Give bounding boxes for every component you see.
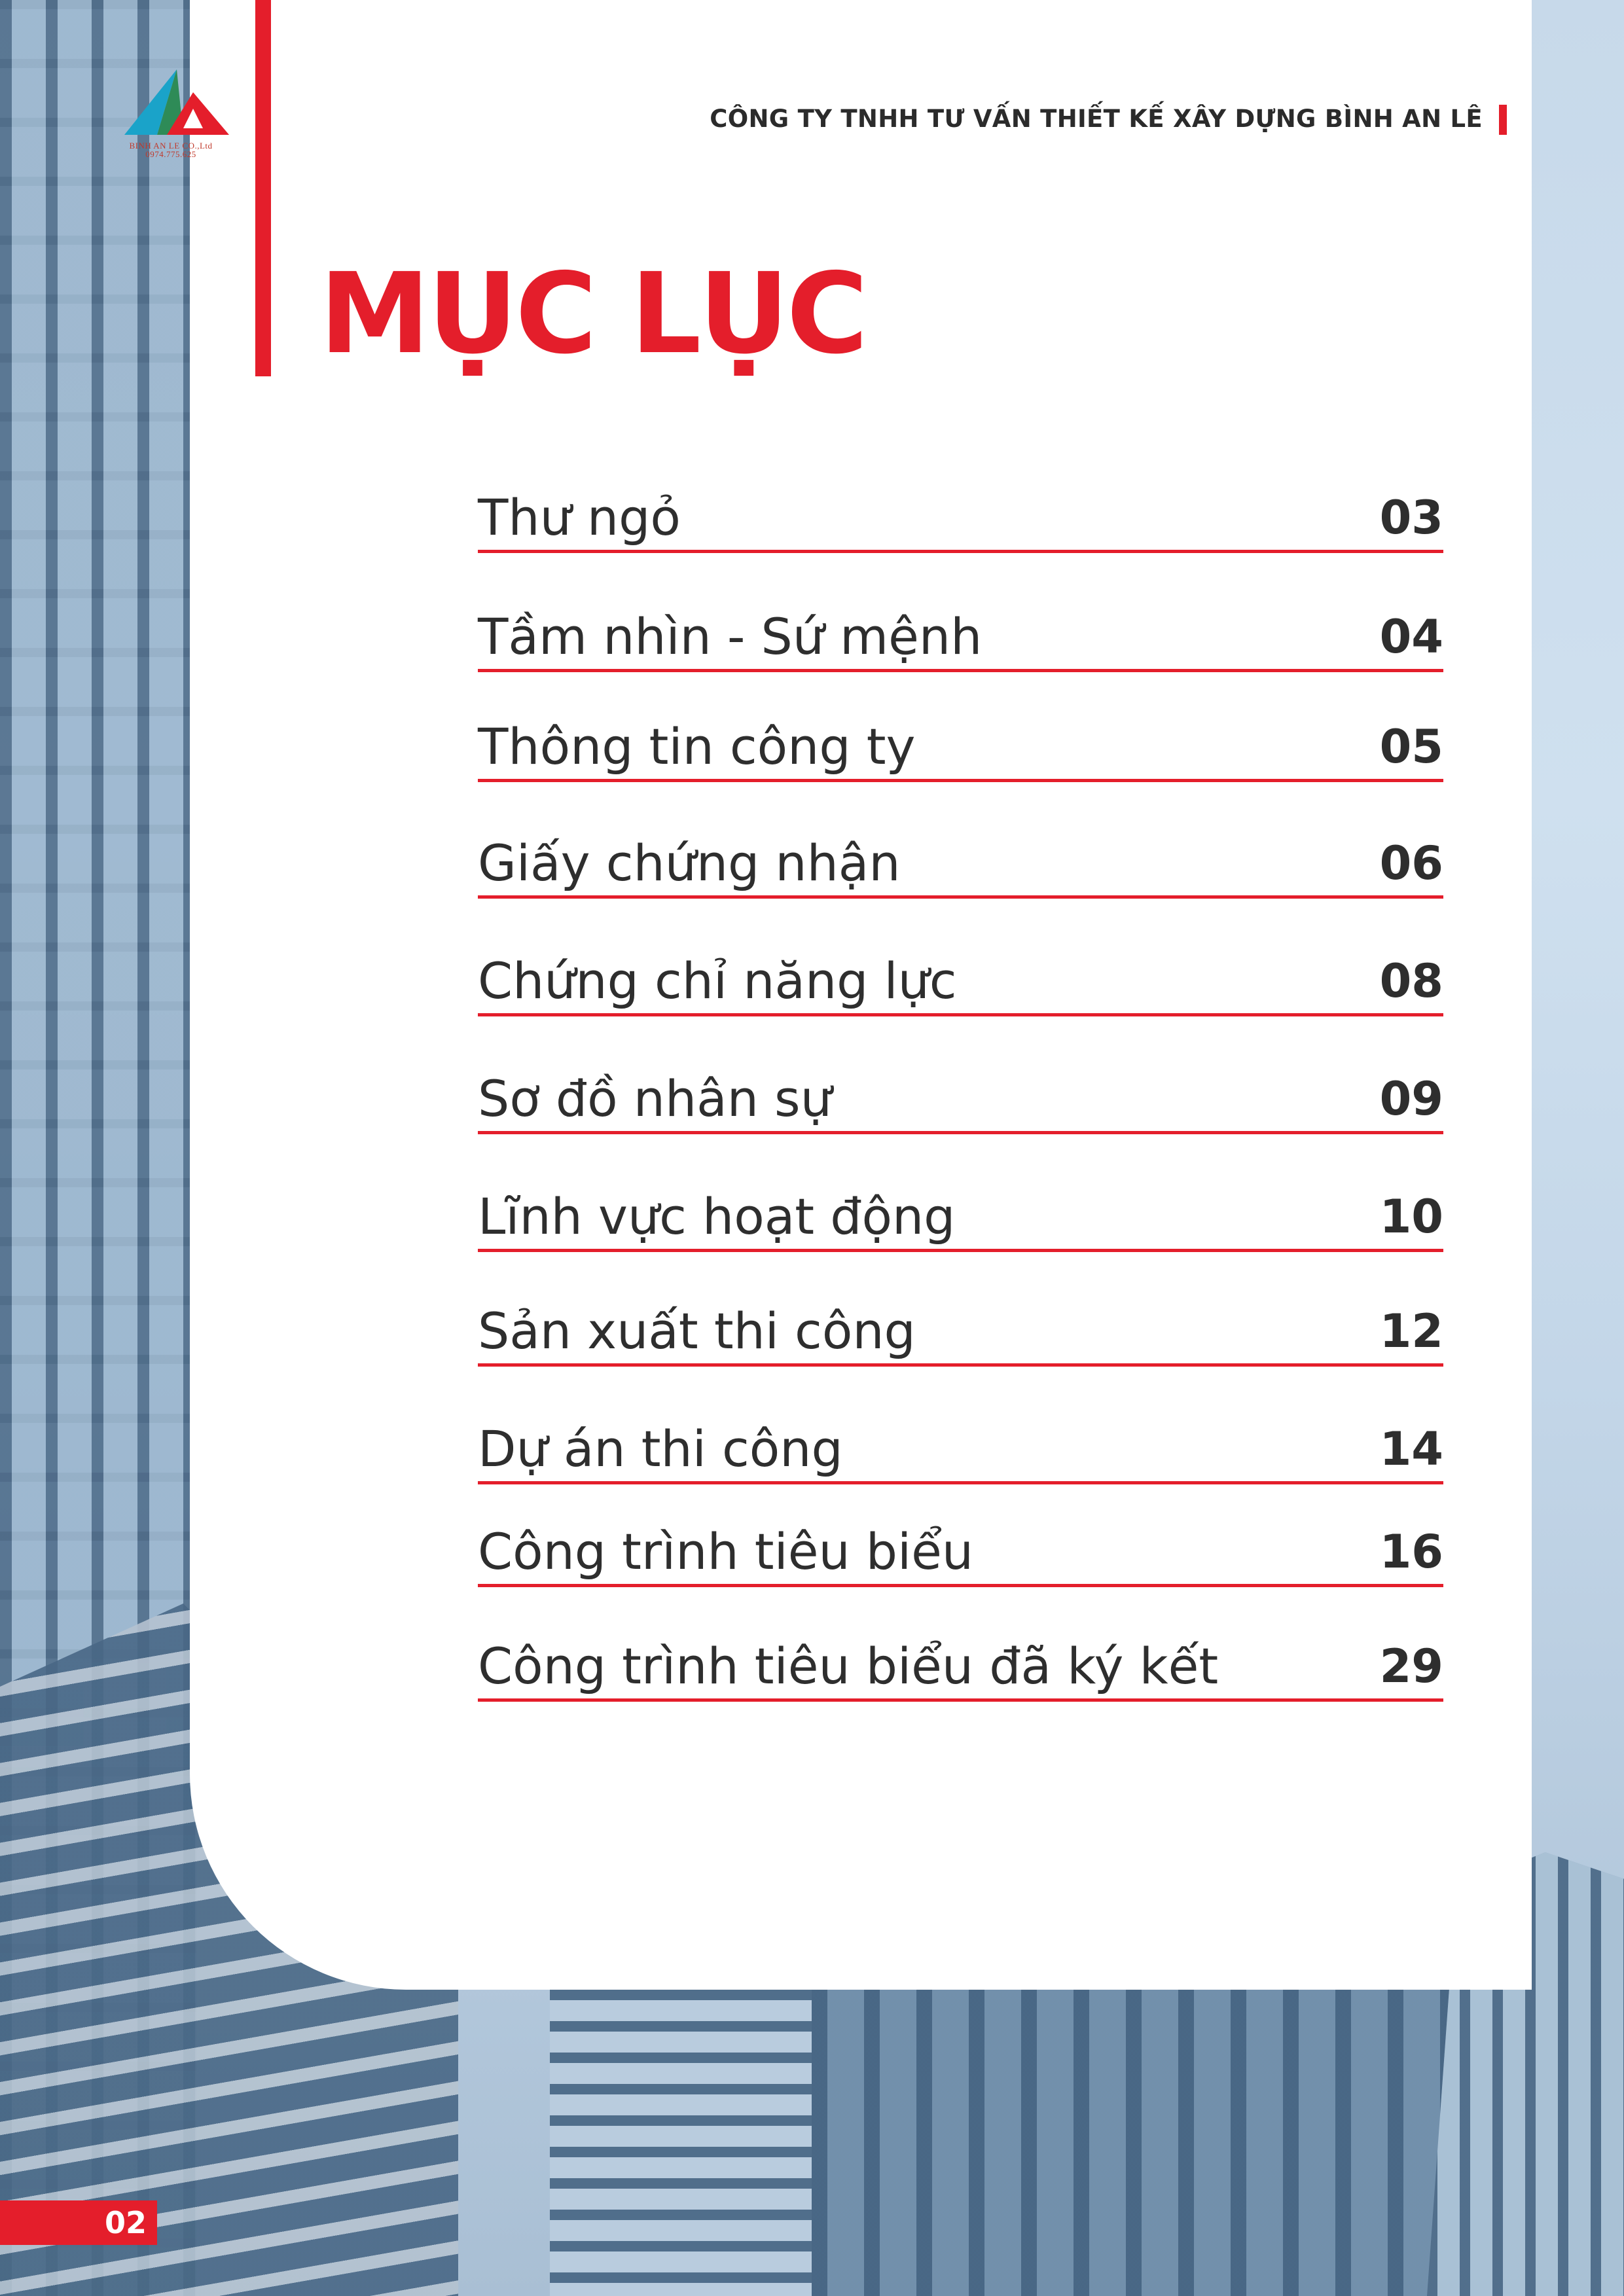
toc-entry-label: Công trình tiêu biểu: [478, 1522, 974, 1581]
toc-entry[interactable]: [478, 1187, 1443, 1252]
toc-entry-page: 14: [1379, 1422, 1443, 1476]
toc-entry-page: 29: [1379, 1640, 1443, 1693]
toc-entry-label: Tầm nhìn - Sứ mệnh: [478, 607, 983, 666]
toc-entry-page: 05: [1379, 720, 1443, 774]
toc-entry-page: 08: [1379, 954, 1443, 1008]
toc-entry-page: 03: [1379, 491, 1443, 545]
toc-entry-page: 06: [1379, 836, 1443, 890]
toc-entry[interactable]: [478, 1637, 1443, 1702]
toc-entry-label: Giấy chứng nhận: [478, 834, 901, 892]
toc-entry-label: Công trình tiêu biểu đã ký kết: [478, 1637, 1219, 1695]
toc-entry-label: Dự án thi công: [478, 1420, 843, 1478]
background-building-bottom-middle: [550, 1990, 825, 2296]
logo-text-line1: BINH AN LE CO.,Ltd: [129, 141, 213, 151]
toc-entry-page: 16: [1379, 1525, 1443, 1579]
toc-entry-label: Sản xuất thi công: [478, 1302, 916, 1360]
toc-entry-page: 09: [1379, 1072, 1443, 1126]
toc-entry[interactable]: [478, 954, 1443, 1016]
toc-entry-label: Thông tin công ty: [478, 717, 916, 776]
toc-entry[interactable]: [478, 1522, 1443, 1587]
toc-entry[interactable]: [478, 836, 1443, 899]
page-title: MỤC LỤC: [319, 249, 866, 379]
toc-entry-label: Lĩnh vực hoạt động: [478, 1187, 956, 1246]
toc-entry[interactable]: [478, 607, 1443, 672]
company-name: CÔNG TY TNHH TƯ VẤN THIẾT KẾ XÂY DỰNG BÌNH AN LÊ: [710, 105, 1483, 133]
toc-entry-page: 04: [1379, 610, 1443, 664]
toc-entry[interactable]: [478, 717, 1443, 782]
background-building-bottom-center: [812, 1990, 1466, 2296]
toc-entry-page: 10: [1379, 1190, 1443, 1244]
toc-entry-label: Sơ đồ nhân sự: [478, 1069, 832, 1128]
accent-bar: [255, 0, 271, 376]
toc-entry[interactable]: [478, 1422, 1443, 1484]
toc-entry[interactable]: [478, 1304, 1443, 1367]
company-name-marker: [1499, 105, 1507, 135]
logo-text-line2: 0974.775.625: [145, 149, 196, 159]
toc-entry-label: Chứng chỉ năng lực: [478, 952, 957, 1010]
page-number: 02: [105, 2205, 147, 2240]
toc-entry-page: 12: [1379, 1304, 1443, 1358]
toc-entry[interactable]: [478, 1069, 1443, 1134]
logo-caption: [122, 141, 220, 158]
toc-entry[interactable]: [478, 488, 1443, 553]
toc-entry-label: Thư ngỏ: [478, 488, 681, 547]
